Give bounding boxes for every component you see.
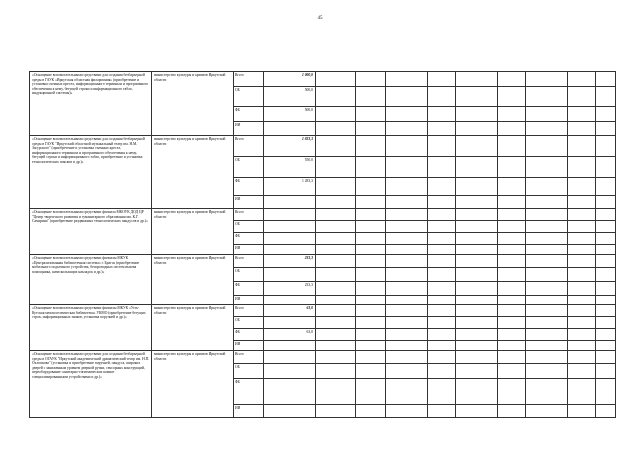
- funding-source-label: ИИ: [234, 196, 264, 209]
- empty-cell: [316, 72, 356, 87]
- empty-cell: [498, 209, 526, 221]
- table-row: [30, 255, 616, 268]
- empty-cell: [596, 122, 616, 136]
- empty-cell: [386, 255, 428, 268]
- empty-cell: [526, 282, 568, 296]
- empty-cell: [386, 107, 428, 122]
- empty-cell: [526, 268, 568, 282]
- empty-cell: [456, 379, 498, 405]
- empty-cell: [596, 305, 616, 317]
- empty-cell: [526, 178, 568, 196]
- empty-cell: [526, 107, 568, 122]
- empty-cell: [526, 341, 568, 351]
- empty-cell: [596, 245, 616, 255]
- empty-cell: [316, 196, 356, 209]
- funding-value: 500,0: [264, 87, 316, 107]
- empty-cell: [456, 245, 498, 255]
- empty-cell: [316, 351, 356, 364]
- empty-cell: [568, 317, 596, 329]
- empty-cell: [428, 178, 456, 196]
- empty-cell: [428, 157, 456, 178]
- empty-cell: [596, 196, 616, 209]
- empty-cell: [498, 341, 526, 351]
- funding-value: [264, 233, 316, 245]
- empty-cell: [596, 233, 616, 245]
- empty-cell: [316, 245, 356, 255]
- empty-cell: [456, 405, 498, 418]
- empty-cell: [498, 107, 526, 122]
- table-row: [30, 136, 616, 157]
- empty-cell: [356, 233, 386, 245]
- empty-cell: [526, 196, 568, 209]
- empty-cell: [316, 178, 356, 196]
- funding-source-label: Всего: [234, 136, 264, 157]
- empty-cell: [526, 351, 568, 364]
- funding-source-label: ОБ: [234, 157, 264, 178]
- funding-source-label: ИИ: [234, 122, 264, 136]
- funding-value: [264, 379, 316, 405]
- funding-source-label: ОБ: [234, 87, 264, 107]
- empty-cell: [386, 221, 428, 233]
- empty-cell: [596, 72, 616, 87]
- empty-cell: [356, 245, 386, 255]
- empty-cell: [356, 87, 386, 107]
- empty-cell: [526, 379, 568, 405]
- empty-cell: [356, 122, 386, 136]
- empty-cell: [386, 282, 428, 296]
- empty-cell: [356, 282, 386, 296]
- empty-cell: [356, 296, 386, 305]
- executor-cell: министерство культуры и архивов Иркутской области: [152, 255, 234, 305]
- empty-cell: [386, 136, 428, 157]
- empty-cell: [456, 87, 498, 107]
- empty-cell: [456, 72, 498, 87]
- empty-cell: [596, 221, 616, 233]
- empty-cell: [498, 245, 526, 255]
- table-row: [30, 209, 616, 221]
- empty-cell: [428, 341, 456, 351]
- funding-value: 1 000,0: [264, 72, 316, 87]
- empty-cell: [356, 196, 386, 209]
- funding-source-label: ИИ: [234, 245, 264, 255]
- empty-cell: [428, 282, 456, 296]
- empty-cell: [316, 282, 356, 296]
- empty-cell: [498, 255, 526, 268]
- funding-source-label: ОБ: [234, 221, 264, 233]
- empty-cell: [316, 364, 356, 379]
- empty-cell: [316, 87, 356, 107]
- funding-value: 233,3: [264, 282, 316, 296]
- empty-cell: [526, 305, 568, 317]
- empty-cell: [356, 107, 386, 122]
- empty-cell: [316, 107, 356, 122]
- empty-cell: [498, 196, 526, 209]
- empty-cell: [568, 209, 596, 221]
- empty-cell: [356, 317, 386, 329]
- funding-source-label: Всего: [234, 72, 264, 87]
- funding-value: 1 283,3: [264, 178, 316, 196]
- empty-cell: [498, 178, 526, 196]
- empty-cell: [526, 221, 568, 233]
- empty-cell: [526, 364, 568, 379]
- empty-cell: [356, 305, 386, 317]
- funding-source-label: Всего: [234, 209, 264, 221]
- empty-cell: [386, 178, 428, 196]
- empty-cell: [498, 329, 526, 341]
- empty-cell: [356, 364, 386, 379]
- empty-cell: [356, 209, 386, 221]
- empty-cell: [386, 196, 428, 209]
- empty-cell: [356, 405, 386, 418]
- empty-cell: [568, 157, 596, 178]
- empty-cell: [386, 209, 428, 221]
- empty-cell: [428, 87, 456, 107]
- empty-cell: [456, 136, 498, 157]
- table-row: [30, 351, 616, 364]
- empty-cell: [568, 305, 596, 317]
- empty-cell: [498, 351, 526, 364]
- empty-cell: [428, 221, 456, 233]
- funding-source-label: ФБ: [234, 379, 264, 405]
- empty-cell: [526, 87, 568, 107]
- empty-cell: [568, 87, 596, 107]
- empty-cell: [386, 329, 428, 341]
- funding-value: 500,0: [264, 107, 316, 122]
- empty-cell: [316, 379, 356, 405]
- empty-cell: [526, 136, 568, 157]
- empty-cell: [428, 364, 456, 379]
- empty-cell: [596, 296, 616, 305]
- empty-cell: [526, 296, 568, 305]
- empty-cell: [526, 255, 568, 268]
- funding-value: [264, 209, 316, 221]
- empty-cell: [428, 233, 456, 245]
- empty-cell: [316, 255, 356, 268]
- empty-cell: [456, 296, 498, 305]
- empty-cell: [428, 329, 456, 341]
- empty-cell: [526, 157, 568, 178]
- empty-cell: [498, 233, 526, 245]
- empty-cell: [456, 255, 498, 268]
- funding-value: [264, 296, 316, 305]
- empty-cell: [356, 268, 386, 282]
- empty-cell: [456, 178, 498, 196]
- empty-cell: [456, 209, 498, 221]
- empty-cell: [526, 209, 568, 221]
- empty-cell: [498, 305, 526, 317]
- empty-cell: [428, 209, 456, 221]
- empty-cell: [428, 136, 456, 157]
- funding-value: 1 833,3: [264, 136, 316, 157]
- funding-value: 233,3: [264, 255, 316, 268]
- empty-cell: [316, 268, 356, 282]
- empty-cell: [316, 221, 356, 233]
- empty-cell: [568, 245, 596, 255]
- empty-cell: [498, 221, 526, 233]
- empty-cell: [386, 405, 428, 418]
- empty-cell: [316, 233, 356, 245]
- measure-description: «Оснащение вспомогательными средствами филиалы МКУК «Усть-Кутская межпоселенческая библиотека» УКМО (приобретение бегущих строк, информационных знаков, установка поручней и др.)»: [30, 305, 152, 351]
- empty-cell: [568, 296, 596, 305]
- empty-cell: [526, 405, 568, 418]
- funding-source-label: ОБ: [234, 317, 264, 329]
- empty-cell: [356, 178, 386, 196]
- page-number: 45: [317, 16, 323, 21]
- empty-cell: [428, 296, 456, 305]
- empty-cell: [596, 136, 616, 157]
- empty-cell: [596, 379, 616, 405]
- empty-cell: [386, 341, 428, 351]
- empty-cell: [316, 317, 356, 329]
- empty-cell: [386, 157, 428, 178]
- empty-cell: [456, 351, 498, 364]
- empty-cell: [498, 364, 526, 379]
- empty-cell: [498, 157, 526, 178]
- empty-cell: [498, 268, 526, 282]
- empty-cell: [498, 317, 526, 329]
- empty-cell: [596, 255, 616, 268]
- empty-cell: [498, 296, 526, 305]
- empty-cell: [386, 122, 428, 136]
- empty-cell: [526, 122, 568, 136]
- table-row: [30, 305, 616, 317]
- empty-cell: [386, 305, 428, 317]
- empty-cell: [526, 245, 568, 255]
- funding-value: 63,0: [264, 305, 316, 317]
- funding-source-label: Всего: [234, 351, 264, 364]
- empty-cell: [356, 255, 386, 268]
- funding-value: [264, 268, 316, 282]
- measure-description: «Оснащение вспомогательными средствами для создания безбарьерной среды в ОГАУК "Иркутский академический драматический театр им. Н.П. Охлопкова" (установка и приобретение поручней, пандуса, широких дверей с заниженным уровнем дверной ручки, сенсорных конструкций, переоборудование санитарно-гигиенических комнат специализированными устройствами и др.)»: [30, 351, 152, 418]
- empty-cell: [596, 364, 616, 379]
- empty-cell: [568, 329, 596, 341]
- empty-cell: [316, 405, 356, 418]
- empty-cell: [568, 405, 596, 418]
- empty-cell: [456, 221, 498, 233]
- empty-cell: [596, 282, 616, 296]
- empty-cell: [596, 351, 616, 364]
- empty-cell: [596, 268, 616, 282]
- empty-cell: [456, 107, 498, 122]
- funding-source-label: ФБ: [234, 107, 264, 122]
- empty-cell: [356, 221, 386, 233]
- measure-description: «Оснащение вспомогательными средствами филиалы МКУК «Централизованная библиотечная система» г. Братск (приобретение мобильного подъемного устройства, беспроводных систем вызова помощника, антискользящих накладок и др.)»: [30, 255, 152, 305]
- empty-cell: [386, 233, 428, 245]
- empty-cell: [568, 72, 596, 87]
- funding-source-label: ФБ: [234, 178, 264, 196]
- funding-value: 63,0: [264, 329, 316, 341]
- empty-cell: [596, 317, 616, 329]
- executor-cell: министерство культуры и архивов Иркутской области: [152, 136, 234, 209]
- empty-cell: [386, 245, 428, 255]
- empty-cell: [456, 196, 498, 209]
- empty-cell: [428, 255, 456, 268]
- empty-cell: [386, 364, 428, 379]
- empty-cell: [498, 72, 526, 87]
- empty-cell: [596, 405, 616, 418]
- empty-cell: [568, 122, 596, 136]
- empty-cell: [316, 329, 356, 341]
- funding-source-label: ФБ: [234, 233, 264, 245]
- empty-cell: [386, 379, 428, 405]
- empty-cell: [526, 329, 568, 341]
- empty-cell: [568, 364, 596, 379]
- empty-cell: [526, 72, 568, 87]
- empty-cell: [428, 317, 456, 329]
- empty-cell: [596, 157, 616, 178]
- program-table: [29, 71, 616, 418]
- empty-cell: [428, 268, 456, 282]
- empty-cell: [596, 209, 616, 221]
- empty-cell: [428, 245, 456, 255]
- empty-cell: [428, 196, 456, 209]
- empty-cell: [456, 305, 498, 317]
- executor-cell: министерство культуры и архивов Иркутской области: [152, 72, 234, 136]
- funding-value: [264, 122, 316, 136]
- empty-cell: [568, 196, 596, 209]
- funding-source-label: ИИ: [234, 341, 264, 351]
- funding-value: [264, 405, 316, 418]
- empty-cell: [428, 72, 456, 87]
- empty-cell: [498, 282, 526, 296]
- measure-description: «Оснащение вспомогательными средствами для создания безбарьерной среды в ГАУК "Иркутский областной музыкальный театр им. Н.М. Загурского" (приобретение и установка съемных кресел, информационного терминала и программного обеспечения к нему, бегущей строки и информационного табло, приобретение и установка технологических поясков и др.)»: [30, 136, 152, 209]
- empty-cell: [526, 233, 568, 245]
- executor-cell: министерство культуры и архивов Иркутской области: [152, 305, 234, 351]
- empty-cell: [428, 107, 456, 122]
- empty-cell: [428, 379, 456, 405]
- empty-cell: [316, 296, 356, 305]
- funding-value: [264, 221, 316, 233]
- funding-value: [264, 364, 316, 379]
- empty-cell: [596, 329, 616, 341]
- empty-cell: [356, 379, 386, 405]
- empty-cell: [316, 305, 356, 317]
- empty-cell: [596, 87, 616, 107]
- empty-cell: [428, 122, 456, 136]
- table-row: [30, 72, 616, 87]
- empty-cell: [498, 87, 526, 107]
- empty-cell: [456, 122, 498, 136]
- empty-cell: [596, 178, 616, 196]
- empty-cell: [386, 87, 428, 107]
- funding-value: [264, 351, 316, 364]
- empty-cell: [316, 157, 356, 178]
- empty-cell: [596, 107, 616, 122]
- empty-cell: [568, 268, 596, 282]
- empty-cell: [596, 341, 616, 351]
- funding-value: [264, 245, 316, 255]
- empty-cell: [316, 136, 356, 157]
- empty-cell: [428, 305, 456, 317]
- empty-cell: [568, 136, 596, 157]
- empty-cell: [428, 351, 456, 364]
- empty-cell: [356, 351, 386, 364]
- empty-cell: [456, 233, 498, 245]
- empty-cell: [356, 157, 386, 178]
- funding-source-label: Всего: [234, 255, 264, 268]
- empty-cell: [568, 233, 596, 245]
- funding-source-label: ИИ: [234, 296, 264, 305]
- empty-cell: [316, 209, 356, 221]
- funding-source-label: ИИ: [234, 405, 264, 418]
- funding-value: [264, 317, 316, 329]
- empty-cell: [568, 379, 596, 405]
- funding-value: 550,0: [264, 157, 316, 178]
- empty-cell: [456, 329, 498, 341]
- funding-source-label: Всего: [234, 305, 264, 317]
- empty-cell: [498, 405, 526, 418]
- empty-cell: [568, 341, 596, 351]
- empty-cell: [316, 122, 356, 136]
- empty-cell: [386, 296, 428, 305]
- executor-cell: министерство культуры и архивов Иркутской области: [152, 351, 234, 418]
- empty-cell: [498, 136, 526, 157]
- empty-cell: [386, 317, 428, 329]
- empty-cell: [568, 282, 596, 296]
- empty-cell: [568, 351, 596, 364]
- empty-cell: [356, 72, 386, 87]
- empty-cell: [386, 268, 428, 282]
- empty-cell: [316, 341, 356, 351]
- empty-cell: [386, 351, 428, 364]
- funding-source-label: ОБ: [234, 268, 264, 282]
- empty-cell: [568, 178, 596, 196]
- empty-cell: [568, 221, 596, 233]
- empty-cell: [568, 255, 596, 268]
- empty-cell: [456, 157, 498, 178]
- empty-cell: [568, 107, 596, 122]
- empty-cell: [356, 329, 386, 341]
- empty-cell: [428, 405, 456, 418]
- funding-value: [264, 341, 316, 351]
- funding-source-label: ОБ: [234, 364, 264, 379]
- empty-cell: [498, 379, 526, 405]
- empty-cell: [356, 341, 386, 351]
- empty-cell: [456, 341, 498, 351]
- empty-cell: [456, 268, 498, 282]
- empty-cell: [356, 136, 386, 157]
- empty-cell: [526, 317, 568, 329]
- empty-cell: [498, 122, 526, 136]
- measure-description: «Оснащение вспомогательными средствами для создания безбарьерной среды в ГАУК «Иркутская областная филармония» (приобретение и установка съемных пресел, информационного терминала и программного обеспечения к нему, бегущей строки и информационного табло, индукционной системы)»: [30, 72, 152, 136]
- executor-cell: министерство культуры и архивов Иркутской области: [152, 209, 234, 255]
- measure-description: «Оснащение вспомогательными средствами филиала МКОУК ДОД ЦР "Центр творческого развития и гуманитарного образования им. К.Г. Самарина" (приобретение раздвижных технологических пандусов и др.)»: [30, 209, 152, 255]
- funding-source-label: ФБ: [234, 329, 264, 341]
- empty-cell: [386, 72, 428, 87]
- funding-value: [264, 196, 316, 209]
- empty-cell: [456, 282, 498, 296]
- empty-cell: [456, 317, 498, 329]
- funding-source-label: ФБ: [234, 282, 264, 296]
- empty-cell: [456, 364, 498, 379]
